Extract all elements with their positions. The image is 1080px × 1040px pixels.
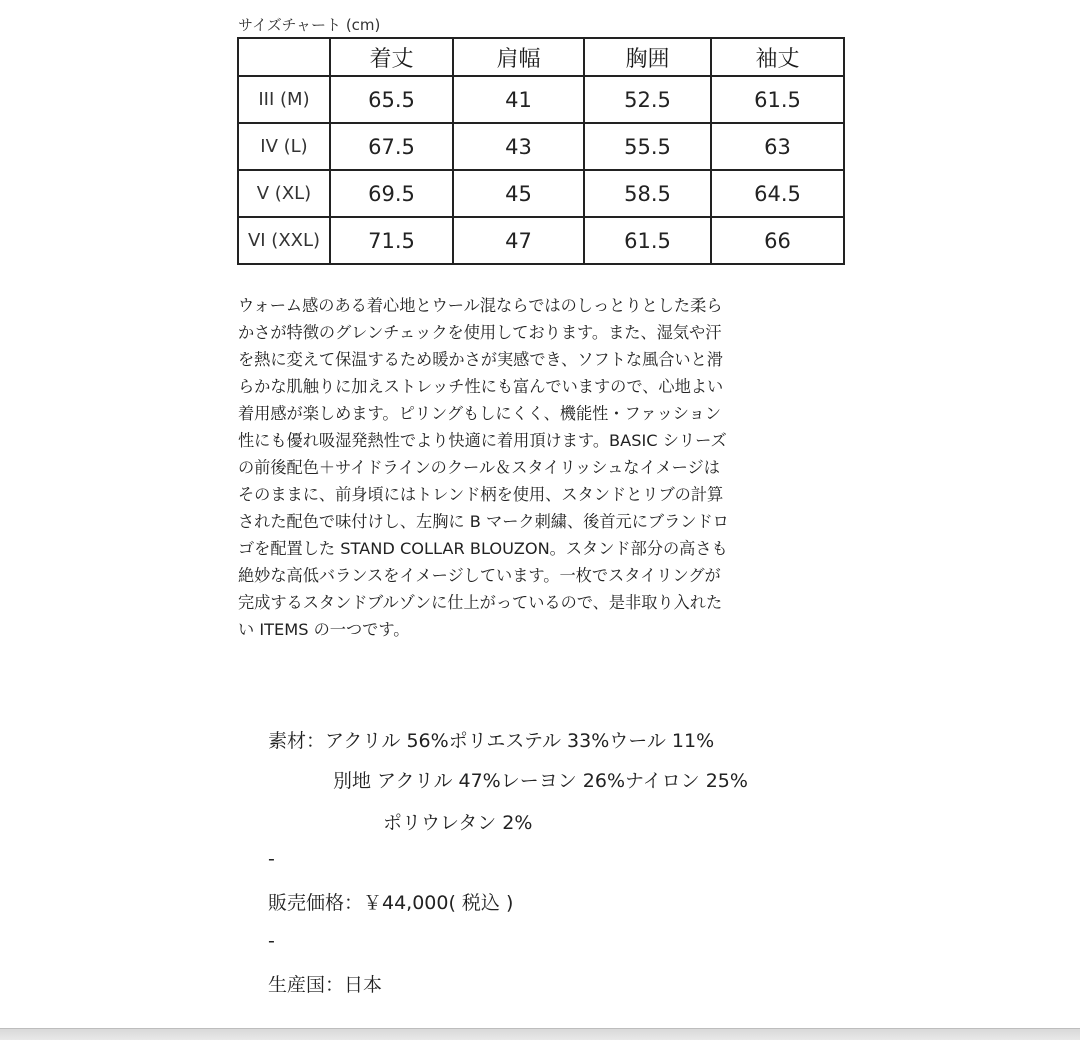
description-line: そのままに、前身頃にはトレンド柄を使用、スタンドとリブの計算: [238, 485, 724, 504]
table-header-row: [238, 38, 844, 76]
size-label: IV (L): [238, 123, 330, 170]
material-main: 素材：アクリル 56%ポリエステル 33%ウール 11%: [268, 730, 715, 752]
description-line: された配色で味付けし、左胸に B マーク刺繍、後首元にブランドロ: [238, 512, 729, 531]
description-line: 性にも優れ吸湿発熱性でより快適に着用頂けます。BASIC シリーズ: [238, 431, 727, 450]
table-cell: 43: [453, 123, 584, 170]
table-cell: 58.5: [584, 170, 711, 217]
table-cell: 63: [711, 123, 844, 170]
table-cell: 55.5: [584, 123, 711, 170]
material-secondary: 別地 アクリル 47%レーヨン 26%ナイロン 25%: [333, 770, 748, 792]
country-of-origin: 生産国：日本: [268, 974, 383, 996]
size-chart-title: サイズチャート (cm): [238, 16, 381, 34]
table-header-chest: 胸囲: [584, 38, 711, 76]
separator-2: -: [268, 930, 275, 952]
material-secondary-cont: ポリウレタン 2%: [383, 812, 533, 834]
separator-1: -: [268, 848, 275, 870]
description-line: 着用感が楽しめます。ピリングもしにくく、機能性・ファッション: [238, 404, 722, 423]
size-label: VI (XXL): [238, 217, 330, 264]
table-cell: 61.5: [584, 217, 711, 264]
product-description: [238, 292, 844, 643]
table-cell: 71.5: [330, 217, 453, 264]
table-row: [238, 76, 844, 123]
table-row: [238, 217, 844, 264]
size-chart-table: [237, 37, 845, 265]
table-header-length: 着丈: [330, 38, 453, 76]
description-line: 絶妙な高低バランスをイメージしています。一枚でスタイリングが: [238, 566, 721, 585]
description-line: 完成するスタンドブルゾンに仕上がっているので、是非取り入れた: [238, 593, 723, 612]
table-cell: 64.5: [711, 170, 844, 217]
table-cell: 52.5: [584, 76, 711, 123]
description-line: ウォーム感のある着心地とウール混ならではのしっとりとした柔ら: [238, 296, 723, 315]
description-line: ゴを配置した STAND COLLAR BLOUZON。スタンド部分の高さも: [238, 539, 728, 558]
table-cell: 66: [711, 217, 844, 264]
table-row: [238, 170, 844, 217]
description-line: の前後配色＋サイドラインのクール＆スタイリッシュなイメージは: [238, 458, 720, 477]
description-line: かさが特徴のグレンチェックを使用しております。また、湿気や汗: [238, 323, 722, 342]
table-cell: 47: [453, 217, 584, 264]
table-cell: 41: [453, 76, 584, 123]
description-line: を熱に変えて保温するため暖かさが実感でき、ソフトな風合いと滑: [238, 350, 723, 369]
table-header-shoulder: 肩幅: [453, 38, 584, 76]
description-line: い ITEMS の一つです。: [238, 620, 410, 639]
table-header-sleeve: 袖丈: [711, 38, 844, 76]
table-cell: 45: [453, 170, 584, 217]
table-row: [238, 123, 844, 170]
table-header-corner: [238, 38, 330, 76]
bottom-divider: [0, 1028, 1080, 1040]
price: 販売価格：￥44,000( 税込 ): [268, 892, 514, 914]
table-cell: 69.5: [330, 170, 453, 217]
size-label: V (XL): [238, 170, 330, 217]
table-cell: 67.5: [330, 123, 453, 170]
table-cell: 65.5: [330, 76, 453, 123]
description-line: らかな肌触りに加えストレッチ性にも富んでいますので、心地よい: [238, 377, 724, 396]
table-cell: 61.5: [711, 76, 844, 123]
size-label: III (M): [238, 76, 330, 123]
